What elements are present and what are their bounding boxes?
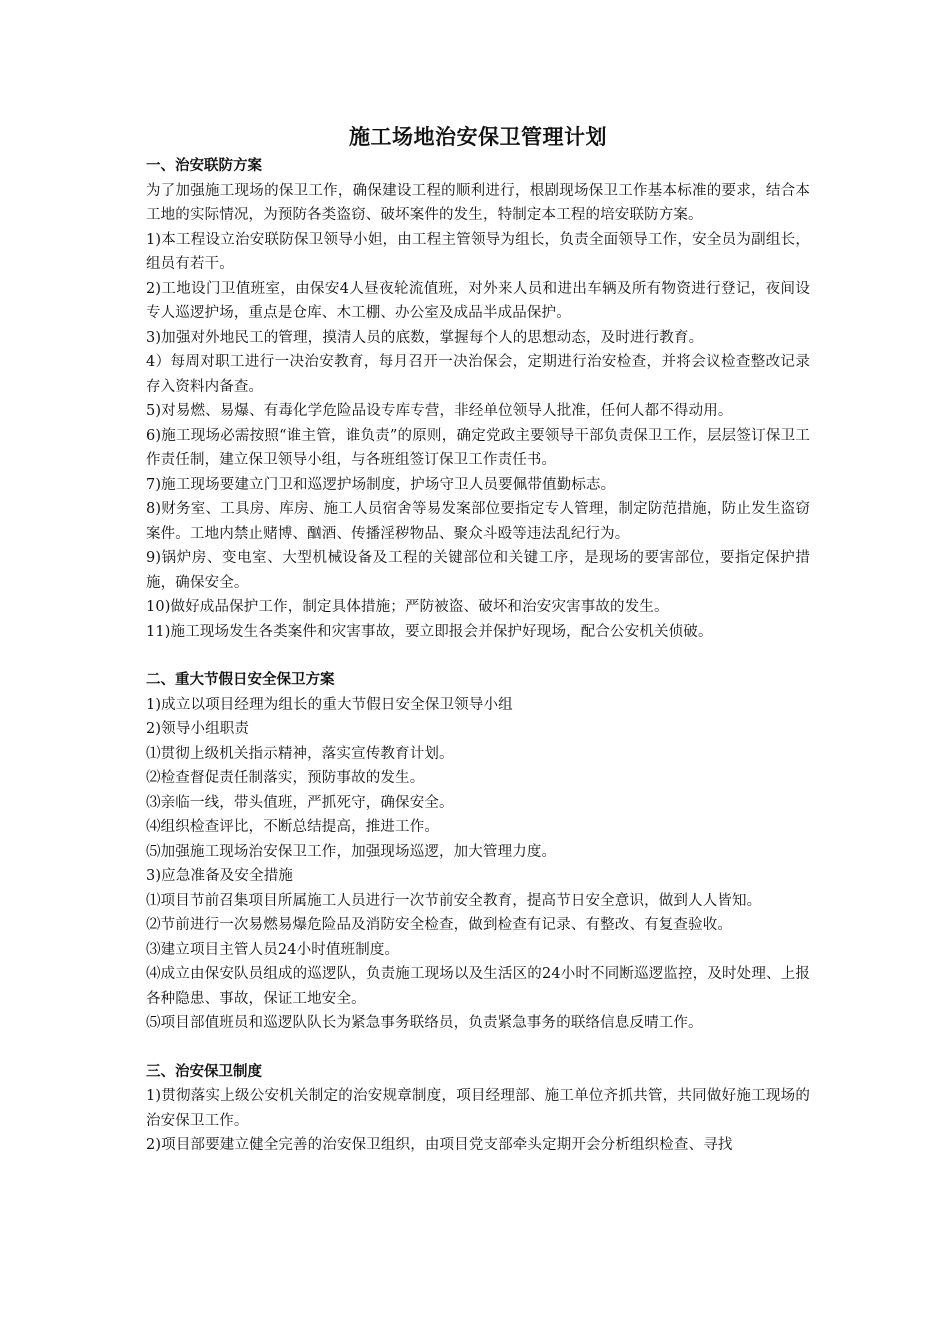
- paragraph: 4）每周对职工进行一决治安教育，每月召开一决治保会，定期进行治安检查，并将会议检查整改记录存入资料内备查。: [146, 354, 810, 395]
- section-spacer: [146, 644, 810, 668]
- paragraph: ⑶亲临一线，带头值班，严抓死守，确保安全。: [146, 794, 454, 811]
- section-heading: 二、重大节假日安全保卫方案: [146, 672, 335, 688]
- section-1: [146, 154, 810, 644]
- paragraph: 6)施工现场必需按照“谁主管，谁负责”的原则，确定党政主要领导干部负责保卫工作，层层签订保卫工作责任制，建立保卫领导小组，与各班组签订保卫工作责任书。: [146, 427, 810, 468]
- paragraph: 为了加强施工现场的保卫工作，确保建设工程的顺利进行，根剧现场保卫工作基本标准的要求，结合本工地的实际情况，为预防各类盗窃、破坏案件的发生，特制定本工程的培安联防方案。: [146, 182, 810, 223]
- paragraph: 2)工地设门卫值班室，由保安4人昼夜轮流值班，对外来人员和进出车辆及所有物资进行登记，夜间设专人巡逻护场，重点是仓库、木工棚、办公室及成品半成品保护。: [146, 280, 810, 321]
- paragraph: ⑸加强施工现场治安保卫工作，加强现场巡逻，加大管理力度。: [146, 843, 557, 860]
- paragraph: 8)财务室、工具房、库房、施工人员宿舍等易发案部位要指定专人管理，制定防范措施，防止发生盗窃案件。工地内禁止赌博、酗酒、传播淫秽物品、聚众斗殴等违法乱纪行为。: [146, 501, 810, 542]
- section-3: [146, 1060, 810, 1158]
- document-title: 施工场地治安保卫管理计划: [349, 125, 607, 149]
- paragraph: ⑴贯彻上级机关指示精神，落实宣传教育计划。: [146, 745, 454, 762]
- section-2: [146, 668, 810, 1036]
- paragraph: 3)加强对外地民工的管理，摸清人员的底数，掌握每个人的思想动态，及时进行教育。: [146, 329, 704, 346]
- paragraph: ⑶建立项目主管人员24小时值班制度。: [146, 941, 400, 958]
- paragraph: 10)做好成品保护工作，制定具体措施；严防被盗、破坏和治安灾害事故的发生。: [146, 599, 669, 615]
- paragraph: 11)施工现场发生各类案件和灾害事故，要立即报会并保护好现场，配合公安机关侦破。: [146, 623, 713, 640]
- paragraph: ⑸项目部值班员和巡逻队队长为紧急事务联络员，负责紧急事务的联络信息反晴工作。: [146, 1015, 703, 1031]
- paragraph: ⑷组织检查评比，不断总结提高，推进工作。: [146, 819, 439, 835]
- paragraph: ⑵检查督促责任制落实，预防事故的发生。: [146, 770, 425, 786]
- paragraph: 1)成立以项目经理为组长的重大节假日安全保卫领导小组: [146, 696, 513, 713]
- paragraph: 1)贯彻落实上级公安机关制定的治安规章制度，项目经理部、施工单位齐抓共管，共同做好施工现场的治安保卫工作。: [146, 1088, 810, 1129]
- paragraph: 7)施工现场要建立门卫和巡逻护场制度，护场守卫人员要佩带值勤标志。: [146, 476, 616, 493]
- section-heading: 一、治安联防方案: [146, 158, 262, 174]
- paragraph: 5)对易燃、易爆、有毒化学危险品设专库专营，非经单位领导人批准，任何人都不得动用。: [146, 403, 733, 419]
- paragraph: ⑴项目节前召集项目所属施工人员进行一次节前安全教育，提高节日安全意识，做到人人皆知。: [146, 892, 762, 909]
- paragraph: 3)应急准备及安全措施: [146, 868, 294, 884]
- paragraph: 9)锅炉房、变电室、大型机械设备及工程的关键部位和关键工序，是现场的要害部位，要指定保护措施，确保安全。: [146, 550, 810, 591]
- paragraph: ⑷成立由保安队员组成的巡逻队，负责施工现场以及生活区的24小时不同断巡逻监控，及时处理、上报各种隐患、事故，保证工地安全。: [146, 966, 810, 1007]
- paragraph: 1)本工程设立治安联防保卫领导小妲，由工程主管领导为组长，负责全面领导工作，安全员为副组长，组员有若干。: [146, 231, 810, 272]
- section-spacer: [146, 1036, 810, 1060]
- sections-container: [146, 154, 810, 1158]
- paragraph: ⑵节前进行一次易燃易爆危险品及消防安全检查，做到检查有记录、有整改、有复查验收。: [146, 917, 732, 933]
- paragraph: 2)项目部要建立健全完善的治安保卫组织，由项目党支部牵头定期开会分析组织检查、寻找: [146, 1137, 733, 1153]
- document-body: [146, 122, 810, 1158]
- paragraph: 2)领导小组职责: [146, 721, 250, 737]
- section-heading: 三、治安保卫制度: [146, 1063, 262, 1080]
